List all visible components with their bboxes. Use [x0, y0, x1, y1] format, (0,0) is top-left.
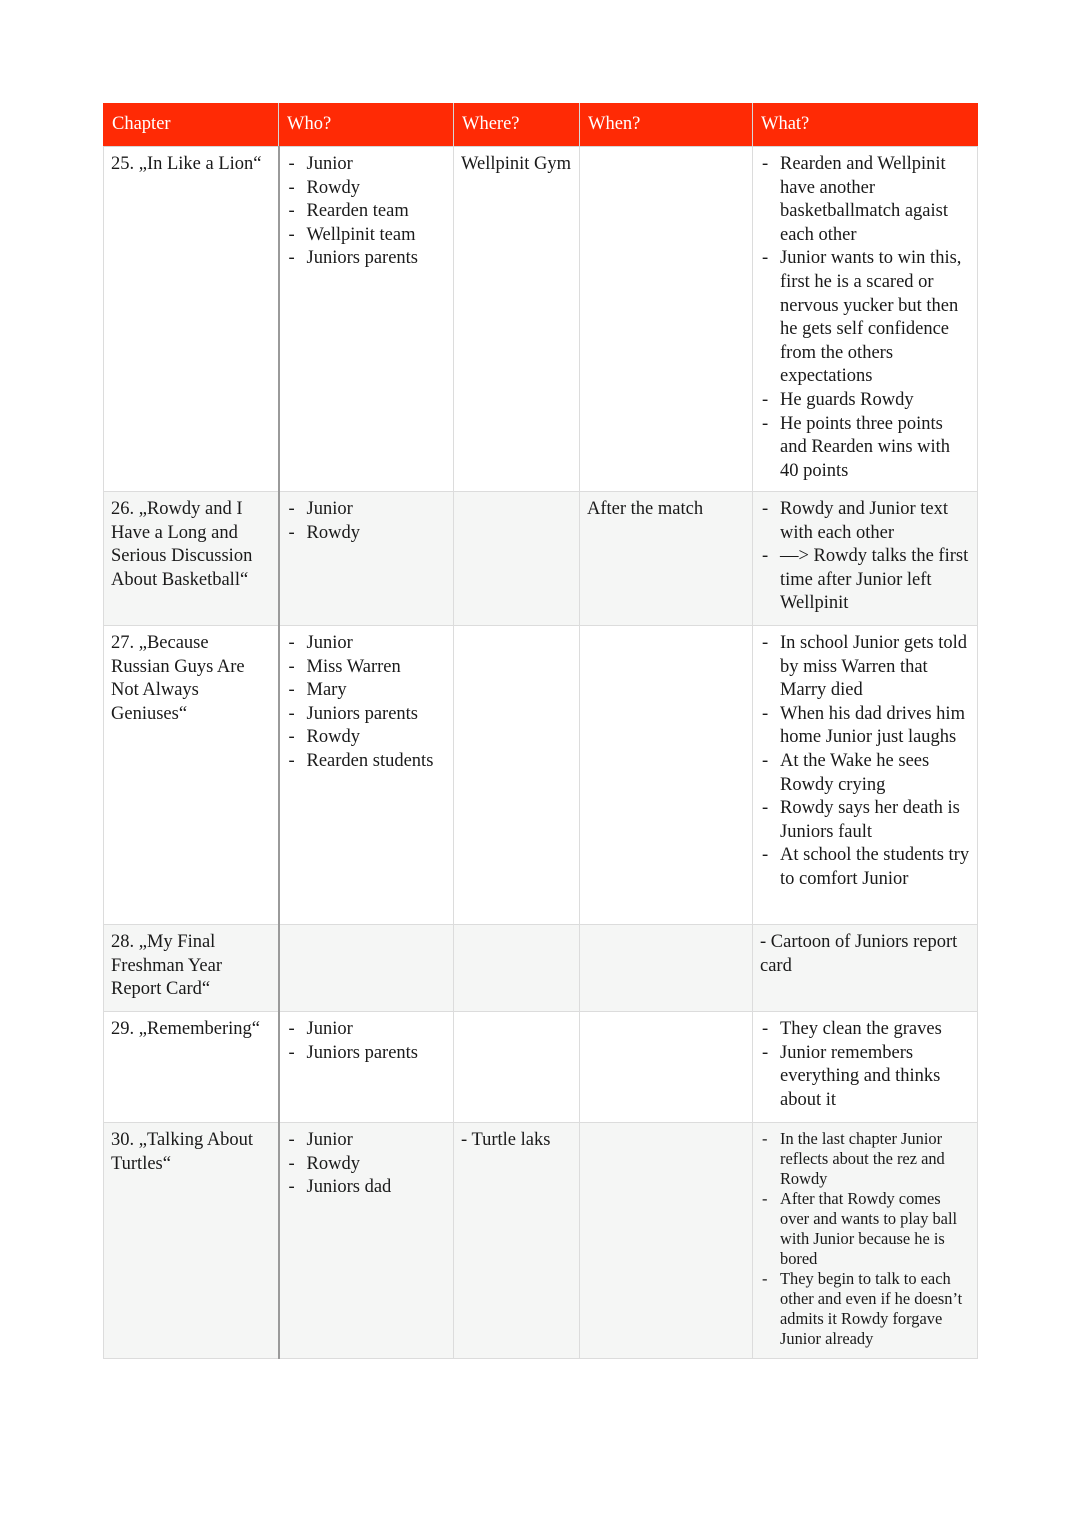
chapter-title: 25. „In Like a Lion“: [111, 154, 262, 174]
list-item: - Rowdy and Junior text with each other: [760, 498, 970, 545]
list-item: - Rearden students: [287, 750, 447, 774]
table-row: [104, 1012, 978, 1123]
list-item: - Junior: [287, 1129, 447, 1153]
when-cell: [580, 626, 753, 925]
list-item: - He points three points and Rearden wins with 40 points: [760, 413, 970, 484]
list-item: - Junior: [287, 632, 447, 656]
list-item: - Junior wants to win this, first he is a scared or nervous yucker but then he gets self confidence from the others expectations: [760, 247, 970, 389]
header-what: What?: [753, 104, 978, 147]
what-cell: [753, 492, 978, 626]
list-item: - Rowdy: [287, 177, 447, 201]
chapter-summary-table: [103, 103, 978, 1359]
what-cell: [753, 626, 978, 925]
table-row: [104, 626, 978, 925]
who-list: [287, 632, 447, 774]
table-row: [104, 925, 978, 1012]
header-chapter: Chapter: [104, 104, 279, 147]
what-cell: [753, 147, 978, 492]
chapter-cell: [104, 626, 279, 925]
who-list: [287, 1129, 447, 1200]
list-item: - —> Rowdy talks the first time after Junior left Wellpinit: [760, 545, 970, 616]
list-item: - At school the students try to comfort Junior: [760, 844, 970, 891]
who-list: [287, 1018, 447, 1065]
who-cell: [279, 1012, 454, 1123]
chapter-title: 28. „My Final Freshman Year Report Card“: [111, 932, 222, 1000]
table-row: [104, 492, 978, 626]
when-cell: [580, 925, 753, 1012]
who-cell: [279, 925, 454, 1012]
list-item: - Juniors parents: [287, 1042, 447, 1066]
where-cell: [454, 1123, 580, 1359]
list-item: - Wellpinit team: [287, 224, 447, 248]
when-cell: [580, 492, 753, 626]
who-cell: [279, 1123, 454, 1359]
table-row: [104, 1123, 978, 1359]
what-cell: [753, 1012, 978, 1123]
list-item: - Rowdy: [287, 522, 447, 546]
list-item: - Mary: [287, 679, 447, 703]
who-list: [287, 498, 447, 545]
where-cell: [454, 925, 580, 1012]
header-who: Who?: [279, 104, 454, 147]
what-list: [760, 153, 970, 483]
what-cell: [753, 925, 978, 1012]
where-text: - Turtle laks: [461, 1130, 551, 1150]
where-cell: [454, 1012, 580, 1123]
what-list: [760, 1129, 970, 1349]
list-item: - In school Junior gets told by miss Warren that Marry died: [760, 632, 970, 703]
chapter-cell: [104, 147, 279, 492]
when-cell: [580, 1012, 753, 1123]
list-item: - When his dad drives him home Junior just laughs: [760, 703, 970, 750]
list-item: - They begin to talk to each other and even if he doesn’t admits it Rowdy forgave Junior already: [760, 1269, 970, 1349]
when-cell: [580, 147, 753, 492]
list-item: - He guards Rowdy: [760, 389, 970, 413]
chapter-cell: [104, 1012, 279, 1123]
where-cell: [454, 626, 580, 925]
list-item: - Rowdy: [287, 726, 447, 750]
list-item: - Junior remembers everything and thinks about it: [760, 1042, 970, 1113]
who-cell: [279, 626, 454, 925]
header-where: Where?: [454, 104, 580, 147]
chapter-title: 30. „Talking About Turtles“: [111, 1130, 254, 1174]
list-item: - Junior: [287, 153, 447, 177]
list-item: - Rearden team: [287, 200, 447, 224]
what-list: [760, 632, 970, 892]
chapter-cell: [104, 492, 279, 626]
list-item: - Junior: [287, 1018, 447, 1042]
table-row: [104, 147, 978, 492]
chapter-cell: [104, 925, 279, 1012]
list-item: - At the Wake he sees Rowdy crying: [760, 750, 970, 797]
where-cell: [454, 147, 580, 492]
chapter-title: 26. „Rowdy and I Have a Long and Serious Discussion About Basketball“: [111, 499, 253, 590]
list-item: - They clean the graves: [760, 1018, 970, 1042]
list-item: - Juniors parents: [287, 703, 447, 727]
chapter-title: 29. „Remembering“: [111, 1019, 260, 1039]
what-cell: [753, 1123, 978, 1359]
what-list: [760, 498, 970, 616]
chapter-title: 27. „Because Russian Guys Are Not Always Geniuses“: [111, 633, 245, 724]
list-item: - In the last chapter Junior reflects about the rez and Rowdy: [760, 1129, 970, 1189]
list-item: - Rowdy says her death is Juniors fault: [760, 797, 970, 844]
where-cell: [454, 492, 580, 626]
list-item: - Juniors parents: [287, 247, 447, 271]
list-item: - Junior: [287, 498, 447, 522]
list-item: - Miss Warren: [287, 656, 447, 680]
when-text: After the match: [587, 499, 704, 519]
who-cell: [279, 147, 454, 492]
when-cell: [580, 1123, 753, 1359]
what-list: [760, 1018, 970, 1112]
header-row: [104, 104, 978, 147]
who-list: [287, 153, 447, 271]
who-cell: [279, 492, 454, 626]
chapter-cell: [104, 1123, 279, 1359]
where-text: Wellpinit Gym: [461, 154, 572, 174]
list-item: - Rearden and Wellpinit have another basketballmatch agaist each other: [760, 153, 970, 247]
list-item: - Juniors dad: [287, 1176, 447, 1200]
list-item: - Rowdy: [287, 1153, 447, 1177]
what-text: - Cartoon of Juniors report card: [760, 932, 958, 976]
header-when: When?: [580, 104, 753, 147]
list-item: - After that Rowdy comes over and wants to play ball with Junior because he is bored: [760, 1189, 970, 1269]
